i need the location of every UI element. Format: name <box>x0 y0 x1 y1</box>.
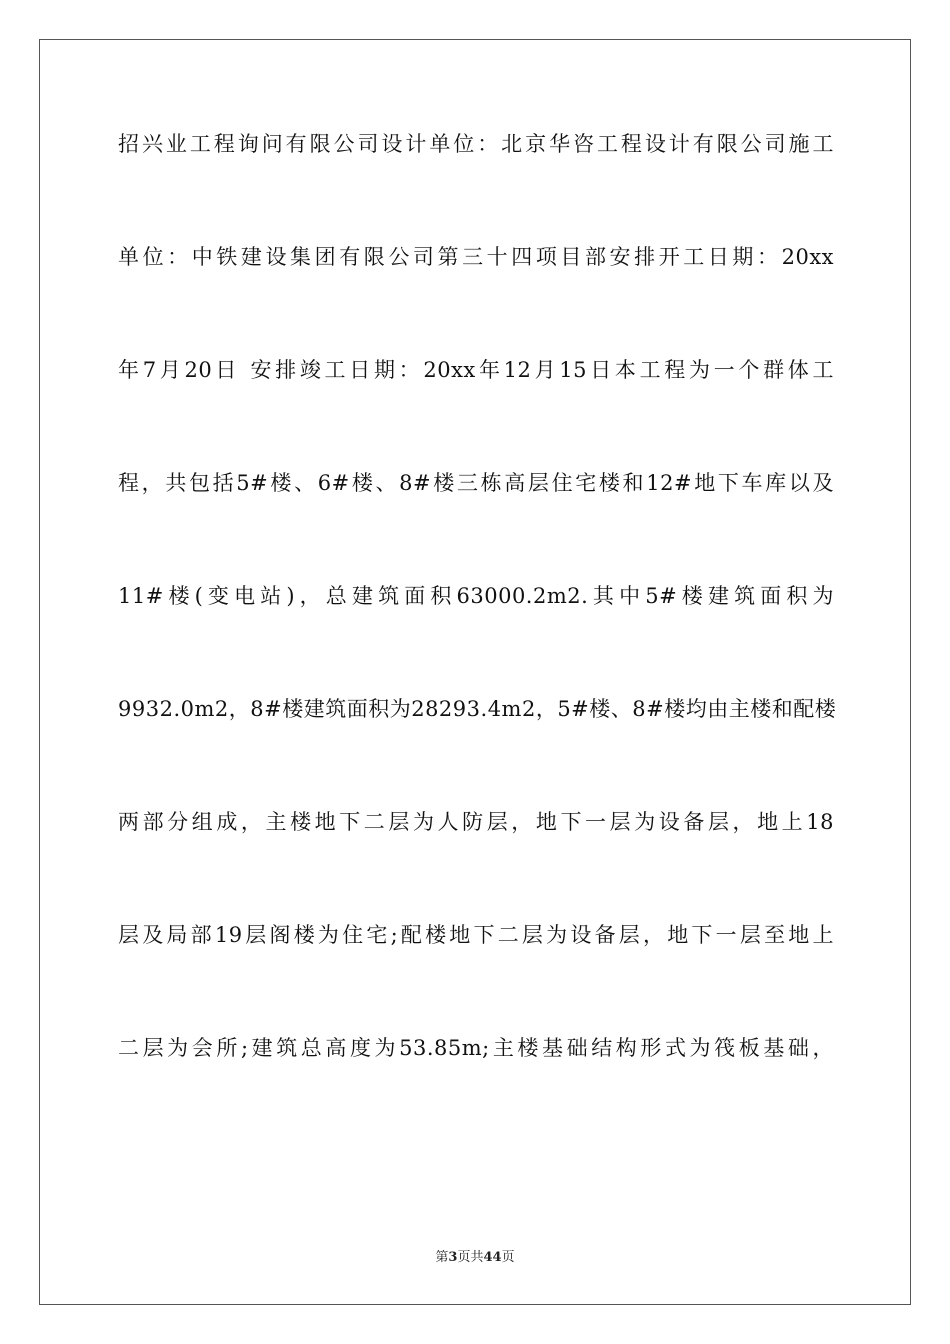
body-text <box>118 124 837 1141</box>
text-line: 程，共包括5#楼、6#楼、8#楼三栋高层住宅楼和12#地下车库以及 <box>118 471 834 495</box>
text-line: 年7月20日 安排竣工日期：20xx年12月15日本工程为一个群体工 <box>118 358 834 382</box>
text-line: 两部分组成，主楼地下二层为人防层，地下一层为设备层，地上18 <box>118 810 834 834</box>
total-suffix: 页 <box>501 1250 515 1265</box>
text-line: 招兴业工程询问有限公司设计单位：北京华咨工程设计有限公司施工 <box>118 132 834 156</box>
text-line: 二层为会所;建筑总高度为53.85m;主楼基础结构形式为筏板基础， <box>118 1036 834 1060</box>
text-line: 单位：中铁建设集团有限公司第三十四项目部安排开工日期：20xx <box>118 245 834 269</box>
page-suffix: 页 <box>457 1250 471 1265</box>
page-footer <box>0 1246 950 1265</box>
text-line: 层及局部19层阁楼为住宅;配楼地下二层为设备层，地下一层至地上 <box>118 923 834 947</box>
text-line: 9932.0m2，8#楼建筑面积为28293.4m2，5#楼、8#楼均由主楼和配楼 <box>118 697 837 721</box>
page-number: 3 <box>448 1250 458 1265</box>
total-prefix: 共 <box>470 1250 484 1265</box>
text-line: 11#楼(变电站)，总建筑面积63000.2m2.其中5#楼建筑面积为 <box>118 584 834 608</box>
page-prefix: 第 <box>435 1250 449 1265</box>
total-pages: 44 <box>483 1250 502 1265</box>
